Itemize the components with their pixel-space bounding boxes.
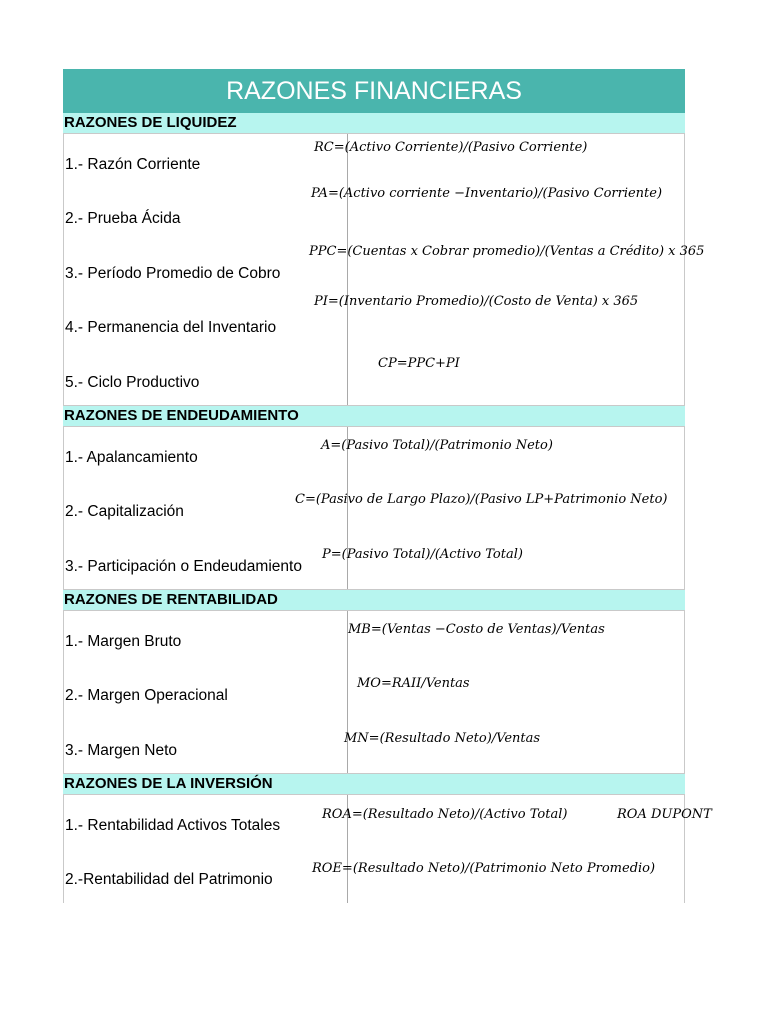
ratio-row	[64, 427, 684, 481]
ratio-formula: PA=(Activo corriente −Inventario)/(Pasivo Corriente)	[311, 186, 663, 202]
ratio-label: 1.- Rentabilidad Activos Totales	[65, 817, 281, 834]
ratio-row	[64, 352, 684, 406]
ratio-label: 2.- Margen Operacional	[65, 687, 228, 705]
ratio-row	[64, 611, 684, 665]
ratio-label: 2.- Prueba Ácida	[65, 210, 181, 228]
ratio-row	[64, 849, 684, 903]
ratio-label: 4.- Permanencia del Inventario	[65, 319, 277, 337]
ratio-row	[64, 536, 684, 590]
section-header-rentabilidad: RAZONES DE RENTABILIDAD	[63, 590, 685, 611]
section-header-liquidez: RAZONES DE LIQUIDEZ	[63, 113, 685, 134]
ratio-label: 3.- Margen Neto	[65, 741, 177, 759]
sheet-title: RAZONES FINANCIERAS	[63, 69, 685, 113]
section-rentabilidad	[63, 611, 685, 774]
ratio-formula: A=(Pasivo Total)/(Patrimonio Neto)	[321, 438, 553, 453]
section-header-endeudamiento: RAZONES DE ENDEUDAMIENTO	[63, 406, 685, 427]
ratio-label: 1.- Margen Bruto	[65, 633, 182, 650]
ratio-formula: ROA=(Resultado Neto)/(Activo Total)	[322, 807, 568, 822]
ratio-label: 2.- Capitalización	[65, 503, 184, 521]
ratio-row	[64, 243, 705, 297]
ratio-formula: RC=(Activo Corriente)/(Pasivo Corriente)	[314, 140, 588, 155]
ratio-row	[64, 294, 684, 351]
section-header-inversion: RAZONES DE LA INVERSIÓN	[63, 774, 685, 795]
ratio-row	[64, 134, 684, 188]
ratio-formula: PPC=(Cuentas x Cobrar promedio)/(Ventas a Crédito) x 365	[309, 243, 705, 259]
ratio-formula: MO=RAII/Ventas	[357, 676, 470, 692]
ratio-row	[64, 665, 684, 719]
ratio-label: 1.- Apalancamiento	[65, 449, 198, 466]
ratio-formula: PI=(Inventario Promedio)/(Costo de Venta) x 365	[314, 294, 639, 310]
ratio-row	[64, 188, 684, 242]
section-liquidez	[63, 134, 705, 406]
ratio-formula: ROE=(Resultado Neto)/(Patrimonio Neto Promedio)	[312, 861, 656, 877]
ratio-formula: MB=(Ventas −Costo de Ventas)/Ventas	[348, 622, 605, 637]
ratio-label: 1.- Razón Corriente	[65, 156, 201, 173]
ratio-row	[64, 481, 684, 535]
ratio-row	[64, 720, 684, 774]
ratio-label: 3.- Período Promedio de Cobro	[65, 264, 281, 282]
ratio-formula: C=(Pasivo de Largo Plazo)/(Pasivo LP+Patrimonio Neto)	[295, 492, 668, 508]
ratio-extra-label: ROA DUPONT	[617, 807, 712, 822]
ratio-formula: MN=(Resultado Neto)/Ventas	[344, 730, 541, 746]
section-inversion	[63, 795, 712, 903]
ratio-formula: CP=PPC+PI	[378, 355, 460, 371]
ratio-label: 5.- Ciclo Productivo	[65, 373, 200, 391]
ratio-label: 2.-Rentabilidad del Patrimonio	[65, 871, 273, 889]
section-endeudamiento	[63, 427, 685, 590]
ratio-formula: P=(Pasivo Total)/(Activo Total)	[322, 546, 523, 562]
ratio-row	[64, 795, 712, 849]
financial-ratios-sheet	[63, 69, 712, 903]
ratio-label: 3.- Participación o Endeudamiento	[65, 557, 302, 575]
